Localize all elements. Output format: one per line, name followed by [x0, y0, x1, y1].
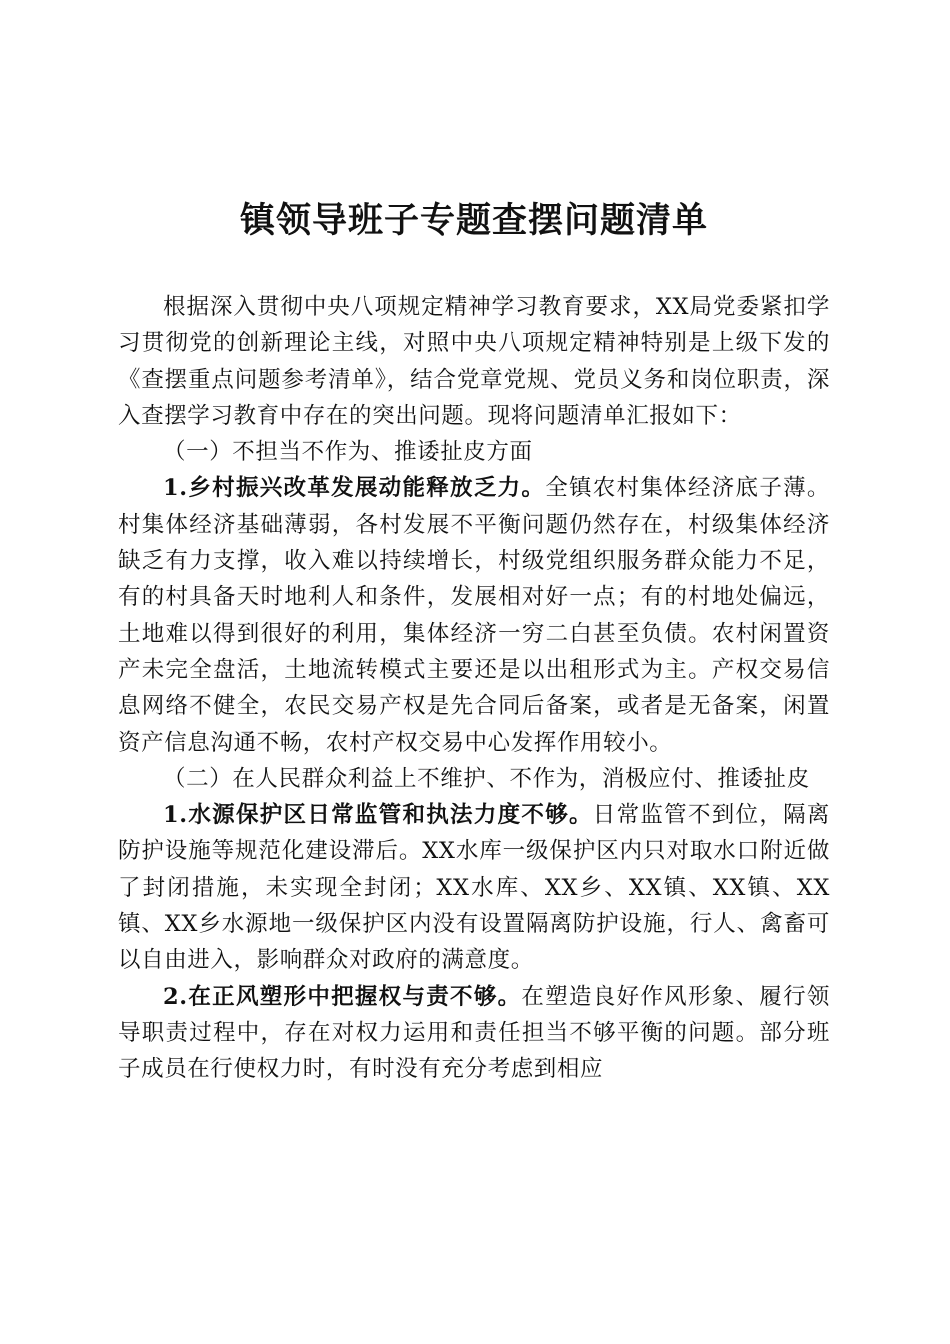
- document-body: [118, 289, 830, 1088]
- section-heading-1: （一）不担当不作为、推诿扯皮方面: [163, 439, 533, 466]
- item-text-2-1: 日常监管不到位，隔离防护设施等规范化建设滞后。XX水库一级保护区内只对取水口附近做了封闭措施，未实现全封闭；XX水库、XX乡、XX镇、XX镇、XX镇、XX乡水源地一级保护区内没有设置隔离防护设施，行人、禽畜可以自由进入，影响群众对政府的满意度。: [118, 802, 830, 974]
- section-heading-2: （二）在人民群众利益上不维护、不作为，消极应付、推诿扯皮: [163, 765, 810, 792]
- item-lead-1-1: 1.乡村振兴改革发展动能释放乏力。: [163, 475, 546, 502]
- item-text-1-1: 全镇农村集体经济底子薄。村集体经济基础薄弱，各村发展不平衡问题仍然存在，村级集体经济缺乏有力支撑，收入难以持续增长，村级党组织服务群众能力不足，有的村具备天时地利人和条件，发展相对好一点；有的村地处偏远，土地难以得到很好的利用，集体经济一穷二白甚至负债。农村闲置资产未完全盘活，土地流转模式主要还是以出租形式为主。产权交易信息网络不健全，农民交易产权是先合同后备案，或者是无备案，闲置资产信息沟通不畅，农村产权交易中心发挥作用较小。: [118, 475, 830, 756]
- item-paragraph-2-2: [118, 979, 830, 1088]
- item-paragraph-2-1: [118, 797, 830, 978]
- item-lead-2-2: 2.在正风塑形中把握权与责不够。: [163, 983, 522, 1010]
- item-lead-2-1: 1.水源保护区日常监管和执法力度不够。: [163, 802, 593, 829]
- document-title: 镇领导班子专题查摆问题清单: [239, 200, 708, 241]
- item-paragraph-1-1: [118, 470, 830, 760]
- item-text-2-2: 在塑造良好作风形象、履行领导职责过程中，存在对权力运用和责任担当不够平衡的问题。部分班子成员在行使权力时，有时没有充分考虑到相应: [118, 983, 830, 1083]
- intro-paragraph: 根据深入贯彻中央八项规定精神学习教育要求，XX局党委紧扣学习贯彻党的创新理论主线，对照中央八项规定精神特别是上级下发的《查摆重点问题参考清单》，结合党章党规、党员义务和岗位职责，深入查摆学习教育中存在的突出问题。现将问题清单汇报如下：: [118, 294, 830, 429]
